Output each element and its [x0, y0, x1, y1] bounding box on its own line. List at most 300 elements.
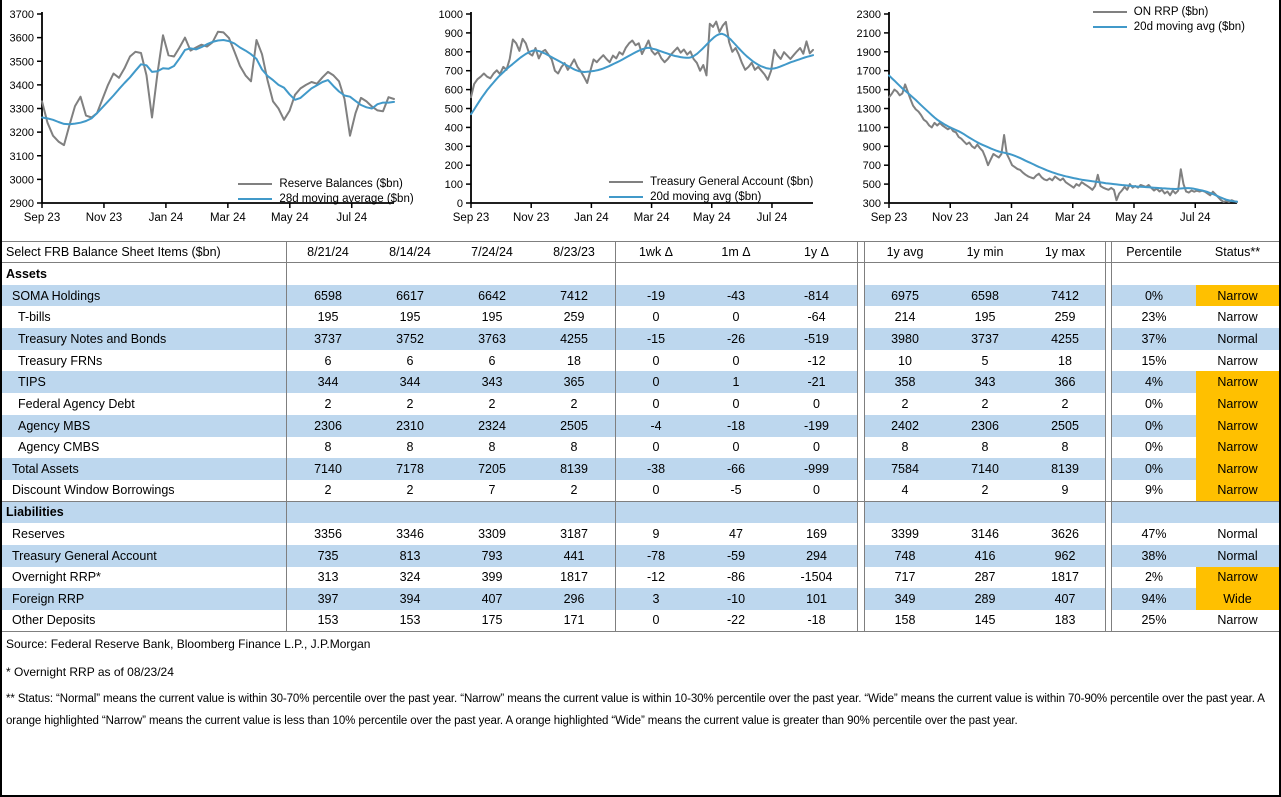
legend-line-swatch — [238, 198, 272, 200]
svg-text:1100: 1100 — [857, 122, 882, 135]
cell-delta: -59 — [696, 545, 776, 567]
column-group-spacer — [1105, 567, 1112, 589]
column-group-spacer — [1105, 241, 1112, 263]
cell-value: 7205 — [451, 458, 533, 480]
cell-percentile: 47% — [1112, 523, 1196, 545]
cell-aggregate: 358 — [865, 371, 945, 393]
status-badge: Normal — [1196, 545, 1279, 567]
cell-value: 793 — [451, 545, 533, 567]
row-label: SOMA Holdings — [2, 285, 287, 307]
svg-text:3300: 3300 — [9, 103, 34, 116]
cell-aggregate: 366 — [1025, 371, 1105, 393]
cell-value: 6 — [287, 350, 369, 372]
col-header: Percentile — [1112, 241, 1196, 263]
cell-aggregate: 7140 — [945, 458, 1025, 480]
cell-percentile — [1112, 502, 1196, 524]
col-header: 8/23/23 — [533, 241, 616, 263]
cell-value — [451, 502, 533, 524]
legend-label: 28d moving average ($bn) — [279, 193, 414, 205]
cell-aggregate: 6975 — [865, 285, 945, 307]
cell-aggregate: 2 — [865, 393, 945, 415]
cell-aggregate: 259 — [1025, 306, 1105, 328]
cell-aggregate: 289 — [945, 588, 1025, 610]
chart-legend-reserve-balances — [238, 178, 413, 205]
svg-text:Jul 24: Jul 24 — [756, 212, 787, 224]
cell-value: 8 — [287, 437, 369, 459]
cell-percentile: 15% — [1112, 350, 1196, 372]
status-badge: Wide — [1196, 588, 1279, 610]
balance-sheet-table — [2, 241, 1281, 632]
svg-text:3700: 3700 — [9, 9, 34, 21]
cell-aggregate: 416 — [945, 545, 1025, 567]
svg-text:200: 200 — [444, 160, 463, 173]
column-group-spacer — [1105, 393, 1112, 415]
cell-value: 7140 — [287, 458, 369, 480]
cell-value: 1817 — [533, 567, 616, 589]
cell-value — [533, 263, 616, 285]
column-group-spacer — [1105, 306, 1112, 328]
column-group-spacer — [1105, 328, 1112, 350]
cell-aggregate: 3399 — [865, 523, 945, 545]
cell-percentile: 0% — [1112, 285, 1196, 307]
cell-delta: -12 — [776, 350, 857, 372]
column-group-spacer — [1105, 285, 1112, 307]
column-group-spacer — [857, 306, 865, 328]
cell-delta: -26 — [696, 328, 776, 350]
svg-text:Nov 23: Nov 23 — [932, 212, 969, 224]
cell-aggregate: 214 — [865, 306, 945, 328]
cell-aggregate: 4255 — [1025, 328, 1105, 350]
cell-delta: 0 — [616, 350, 696, 372]
cell-value — [369, 502, 451, 524]
column-group-spacer — [857, 588, 865, 610]
cell-value: 441 — [533, 545, 616, 567]
cell-aggregate: 962 — [1025, 545, 1105, 567]
svg-text:1700: 1700 — [856, 65, 882, 78]
status-badge: Narrow — [1196, 371, 1279, 393]
cell-aggregate: 3737 — [945, 328, 1025, 350]
cell-value: 394 — [369, 588, 451, 610]
footnote-overnight-rrp: * Overnight RRP as of 08/23/24 — [6, 664, 174, 679]
cell-delta: -86 — [696, 567, 776, 589]
svg-text:1900: 1900 — [856, 46, 882, 59]
table-title: Select FRB Balance Sheet Items ($bn) — [2, 241, 287, 263]
svg-text:400: 400 — [444, 122, 463, 135]
cell-delta: -4 — [616, 415, 696, 437]
svg-text:2100: 2100 — [856, 27, 882, 40]
cell-delta — [616, 502, 696, 524]
cell-aggregate — [1025, 263, 1105, 285]
cell-value: 3346 — [369, 523, 451, 545]
cell-value: 8 — [369, 437, 451, 459]
svg-text:May 24: May 24 — [270, 212, 309, 224]
column-group-spacer — [857, 523, 865, 545]
cell-aggregate: 287 — [945, 567, 1025, 589]
svg-text:May 24: May 24 — [1115, 212, 1154, 224]
row-label: TIPS — [2, 371, 287, 393]
cell-value: 296 — [533, 588, 616, 610]
svg-text:Nov 23: Nov 23 — [512, 212, 550, 224]
row-label: T-bills — [2, 306, 287, 328]
col-header: Status** — [1196, 241, 1279, 263]
cell-value: 175 — [451, 610, 533, 632]
row-label: Overnight RRP* — [2, 567, 287, 589]
cell-value: 2 — [533, 480, 616, 502]
svg-text:300: 300 — [862, 198, 882, 210]
cell-delta — [776, 502, 857, 524]
cell-percentile: 0% — [1112, 458, 1196, 480]
cell-delta — [696, 263, 776, 285]
svg-text:900: 900 — [862, 141, 882, 154]
cell-delta: 1 — [696, 371, 776, 393]
column-group-spacer — [1105, 415, 1112, 437]
cell-value: 813 — [369, 545, 451, 567]
cell-value: 3356 — [287, 523, 369, 545]
svg-text:1000: 1000 — [438, 9, 463, 21]
cell-delta — [696, 502, 776, 524]
cell-aggregate: 1817 — [1025, 567, 1105, 589]
svg-text:3100: 3100 — [9, 150, 34, 163]
cell-value: 3752 — [369, 328, 451, 350]
cell-delta: 0 — [616, 393, 696, 415]
cell-value: 344 — [287, 371, 369, 393]
cell-delta: -15 — [616, 328, 696, 350]
col-header: 1y Δ — [776, 241, 857, 263]
row-label: Discount Window Borrowings — [2, 480, 287, 502]
svg-text:500: 500 — [862, 179, 882, 192]
cell-value: 3187 — [533, 523, 616, 545]
section-label: Assets — [2, 263, 287, 285]
cell-aggregate: 2402 — [865, 415, 945, 437]
footnote-status-definition: ** Status: “Normal” means the current value is within 30-70% percentile over the past year. “Narrow” means the current value is within 10-30% percentile over the past year. “Wide” means the current value is within 70-90% percentile over the past year. A orange highlighted “Narrow” means the current value is less than 10% percentile over the past year. A orange highlighted “Wide” means the current value is greater than 90% percentile over the past year. — [6, 692, 1265, 727]
status-badge — [1196, 502, 1279, 524]
svg-text:3400: 3400 — [9, 79, 34, 92]
cell-value: 2 — [451, 393, 533, 415]
cell-aggregate: 3146 — [945, 523, 1025, 545]
cell-delta: -999 — [776, 458, 857, 480]
cell-aggregate: 349 — [865, 588, 945, 610]
cell-aggregate — [945, 263, 1025, 285]
legend-line-swatch — [609, 181, 643, 183]
cell-aggregate: 2306 — [945, 415, 1025, 437]
svg-text:100: 100 — [444, 179, 463, 192]
svg-text:Mar 24: Mar 24 — [1055, 212, 1091, 224]
cell-delta: 0 — [616, 610, 696, 632]
cell-aggregate — [1025, 502, 1105, 524]
cell-aggregate: 3980 — [865, 328, 945, 350]
svg-text:3200: 3200 — [9, 127, 34, 140]
cell-delta: -12 — [616, 567, 696, 589]
row-label: Reserves — [2, 523, 287, 545]
cell-value: 7 — [451, 480, 533, 502]
svg-text:800: 800 — [444, 46, 463, 59]
cell-aggregate: 5 — [945, 350, 1025, 372]
row-label: Treasury General Account — [2, 545, 287, 567]
status-badge — [1196, 263, 1279, 285]
cell-aggregate: 8 — [1025, 437, 1105, 459]
cell-aggregate: 2 — [945, 393, 1025, 415]
cell-aggregate: 9 — [1025, 480, 1105, 502]
charts-row — [2, 0, 1279, 241]
section-label: Liabilities — [2, 502, 287, 524]
cell-percentile: 4% — [1112, 371, 1196, 393]
svg-text:Sep 23: Sep 23 — [871, 212, 908, 224]
svg-text:Mar 24: Mar 24 — [209, 212, 246, 224]
column-group-spacer — [1105, 523, 1112, 545]
column-group-spacer — [1105, 458, 1112, 480]
row-label: Other Deposits — [2, 610, 287, 632]
status-badge: Narrow — [1196, 437, 1279, 459]
column-group-spacer — [1105, 610, 1112, 632]
cell-value — [287, 502, 369, 524]
cell-percentile: 25% — [1112, 610, 1196, 632]
cell-percentile: 0% — [1112, 393, 1196, 415]
cell-value: 3763 — [451, 328, 533, 350]
cell-delta: 0 — [616, 437, 696, 459]
cell-percentile: 0% — [1112, 415, 1196, 437]
cell-value: 399 — [451, 567, 533, 589]
cell-value: 2306 — [287, 415, 369, 437]
column-group-spacer — [857, 610, 865, 632]
column-group-spacer — [857, 502, 865, 524]
cell-delta: -199 — [776, 415, 857, 437]
cell-delta: -64 — [776, 306, 857, 328]
column-group-spacer — [857, 285, 865, 307]
svg-text:3500: 3500 — [9, 56, 34, 69]
svg-text:Sep 23: Sep 23 — [23, 212, 61, 224]
cell-value: 2324 — [451, 415, 533, 437]
cell-aggregate: 748 — [865, 545, 945, 567]
svg-text:2900: 2900 — [9, 198, 34, 210]
status-badge: Narrow — [1196, 610, 1279, 632]
cell-delta — [616, 263, 696, 285]
column-group-spacer — [857, 371, 865, 393]
svg-text:300: 300 — [444, 141, 463, 154]
svg-text:Mar 24: Mar 24 — [633, 212, 670, 224]
cell-value: 313 — [287, 567, 369, 589]
column-group-spacer — [1105, 545, 1112, 567]
svg-text:2300: 2300 — [856, 9, 882, 21]
status-badge: Normal — [1196, 328, 1279, 350]
cell-aggregate: 2 — [1025, 393, 1105, 415]
status-badge: Narrow — [1196, 415, 1279, 437]
cell-value: 6617 — [369, 285, 451, 307]
chart-on-rrp — [853, 0, 1279, 241]
status-badge: Narrow — [1196, 567, 1279, 589]
row-label: Agency CMBS — [2, 437, 287, 459]
legend-label: Treasury General Account ($bn) — [650, 176, 814, 188]
cell-value: 195 — [287, 306, 369, 328]
svg-text:900: 900 — [444, 27, 463, 40]
cell-value: 195 — [369, 306, 451, 328]
svg-text:May 24: May 24 — [692, 212, 731, 224]
cell-percentile: 9% — [1112, 480, 1196, 502]
cell-delta: 294 — [776, 545, 857, 567]
cell-percentile — [1112, 263, 1196, 285]
legend-line-swatch — [238, 183, 272, 185]
cell-value: 397 — [287, 588, 369, 610]
legend-label: ON RRP ($bn) — [1133, 6, 1209, 18]
cell-aggregate — [865, 263, 945, 285]
col-header: 7/24/24 — [451, 241, 533, 263]
cell-aggregate: 18 — [1025, 350, 1105, 372]
cell-delta: -519 — [776, 328, 857, 350]
svg-text:Jan 24: Jan 24 — [573, 212, 609, 224]
cell-aggregate: 8 — [865, 437, 945, 459]
cell-value: 2 — [533, 393, 616, 415]
column-group-spacer — [1105, 588, 1112, 610]
legend-line-swatch — [1093, 11, 1127, 13]
cell-value: 343 — [451, 371, 533, 393]
legend-label: Reserve Balances ($bn) — [279, 178, 403, 190]
svg-text:Nov 23: Nov 23 — [85, 212, 123, 224]
cell-value: 3737 — [287, 328, 369, 350]
col-header: 1m Δ — [696, 241, 776, 263]
chart-reserve-balances — [2, 0, 428, 241]
cell-aggregate: 3626 — [1025, 523, 1105, 545]
svg-text:Jul 24: Jul 24 — [1180, 212, 1211, 224]
cell-value: 6 — [451, 350, 533, 372]
cell-delta: -43 — [696, 285, 776, 307]
cell-delta: 0 — [696, 437, 776, 459]
cell-delta: 3 — [616, 588, 696, 610]
cell-percentile: 94% — [1112, 588, 1196, 610]
cell-percentile: 38% — [1112, 545, 1196, 567]
column-group-spacer — [1105, 263, 1112, 285]
row-label: Treasury Notes and Bonds — [2, 328, 287, 350]
col-header: 1wk Δ — [616, 241, 696, 263]
cell-value — [287, 263, 369, 285]
column-group-spacer — [857, 241, 865, 263]
svg-text:1500: 1500 — [856, 84, 882, 97]
svg-text:0: 0 — [456, 198, 463, 210]
column-group-spacer — [1105, 437, 1112, 459]
cell-value: 171 — [533, 610, 616, 632]
cell-delta: 0 — [616, 371, 696, 393]
svg-text:1300: 1300 — [856, 103, 882, 116]
status-badge: Narrow — [1196, 393, 1279, 415]
cell-aggregate: 6598 — [945, 285, 1025, 307]
cell-value: 7178 — [369, 458, 451, 480]
column-group-spacer — [857, 458, 865, 480]
cell-value: 8139 — [533, 458, 616, 480]
chart-plot-on-rrp — [853, 0, 1279, 241]
cell-delta: -814 — [776, 285, 857, 307]
column-group-spacer — [1105, 480, 1112, 502]
column-group-spacer — [857, 437, 865, 459]
svg-text:Sep 23: Sep 23 — [452, 212, 489, 224]
cell-delta: -66 — [696, 458, 776, 480]
svg-text:Jan 24: Jan 24 — [994, 212, 1030, 224]
cell-aggregate: 10 — [865, 350, 945, 372]
cell-delta: -18 — [696, 415, 776, 437]
cell-delta — [776, 263, 857, 285]
cell-value: 6 — [369, 350, 451, 372]
col-header: 1y min — [945, 241, 1025, 263]
cell-aggregate: 145 — [945, 610, 1025, 632]
cell-aggregate: 2505 — [1025, 415, 1105, 437]
column-group-spacer — [857, 328, 865, 350]
cell-aggregate: 7412 — [1025, 285, 1105, 307]
cell-value: 8 — [451, 437, 533, 459]
cell-value — [369, 263, 451, 285]
cell-delta: 0 — [696, 350, 776, 372]
cell-value: 8 — [533, 437, 616, 459]
cell-value: 324 — [369, 567, 451, 589]
legend-label: 20d moving avg ($bn) — [650, 191, 762, 203]
cell-aggregate: 8139 — [1025, 458, 1105, 480]
cell-aggregate: 343 — [945, 371, 1025, 393]
cell-delta: 101 — [776, 588, 857, 610]
column-group-spacer — [857, 415, 865, 437]
cell-delta: -38 — [616, 458, 696, 480]
cell-percentile: 23% — [1112, 306, 1196, 328]
cell-delta: -18 — [776, 610, 857, 632]
cell-value: 344 — [369, 371, 451, 393]
column-group-spacer — [857, 263, 865, 285]
chart-legend-on-rrp — [1093, 6, 1245, 33]
cell-delta: 0 — [776, 437, 857, 459]
row-label: Total Assets — [2, 458, 287, 480]
svg-text:Jan 24: Jan 24 — [148, 212, 184, 224]
cell-aggregate — [865, 502, 945, 524]
cell-value: 6598 — [287, 285, 369, 307]
cell-value: 2 — [287, 393, 369, 415]
svg-text:700: 700 — [862, 160, 882, 173]
cell-delta: 0 — [776, 480, 857, 502]
cell-delta: -1504 — [776, 567, 857, 589]
column-group-spacer — [857, 393, 865, 415]
status-badge: Narrow — [1196, 306, 1279, 328]
cell-value: 2310 — [369, 415, 451, 437]
cell-value: 4255 — [533, 328, 616, 350]
cell-value: 407 — [451, 588, 533, 610]
cell-percentile: 0% — [1112, 437, 1196, 459]
cell-value: 365 — [533, 371, 616, 393]
chart-treasury-general-account — [428, 0, 854, 241]
status-badge: Narrow — [1196, 285, 1279, 307]
source-note: Source: Federal Reserve Bank, Bloomberg Finance L.P., J.P.Morgan — [6, 636, 371, 651]
svg-text:700: 700 — [444, 65, 463, 78]
cell-aggregate: 4 — [865, 480, 945, 502]
col-header: 1y max — [1025, 241, 1105, 263]
cell-value: 153 — [369, 610, 451, 632]
row-label: Treasury FRNs — [2, 350, 287, 372]
cell-value: 2 — [369, 393, 451, 415]
col-header: 8/21/24 — [287, 241, 369, 263]
cell-delta: 0 — [616, 480, 696, 502]
cell-value: 6642 — [451, 285, 533, 307]
row-label: Agency MBS — [2, 415, 287, 437]
cell-delta: 47 — [696, 523, 776, 545]
column-group-spacer — [857, 350, 865, 372]
cell-value: 259 — [533, 306, 616, 328]
cell-value: 735 — [287, 545, 369, 567]
cell-delta: -78 — [616, 545, 696, 567]
status-badge: Narrow — [1196, 480, 1279, 502]
cell-value — [533, 502, 616, 524]
cell-value: 3309 — [451, 523, 533, 545]
cell-aggregate: 407 — [1025, 588, 1105, 610]
legend-label: 20d moving avg ($bn) — [1133, 21, 1246, 33]
cell-value: 153 — [287, 610, 369, 632]
cell-value: 2 — [287, 480, 369, 502]
column-group-spacer — [857, 480, 865, 502]
cell-aggregate: 2 — [945, 480, 1025, 502]
cell-value: 2 — [369, 480, 451, 502]
cell-delta: -19 — [616, 285, 696, 307]
cell-value: 2505 — [533, 415, 616, 437]
